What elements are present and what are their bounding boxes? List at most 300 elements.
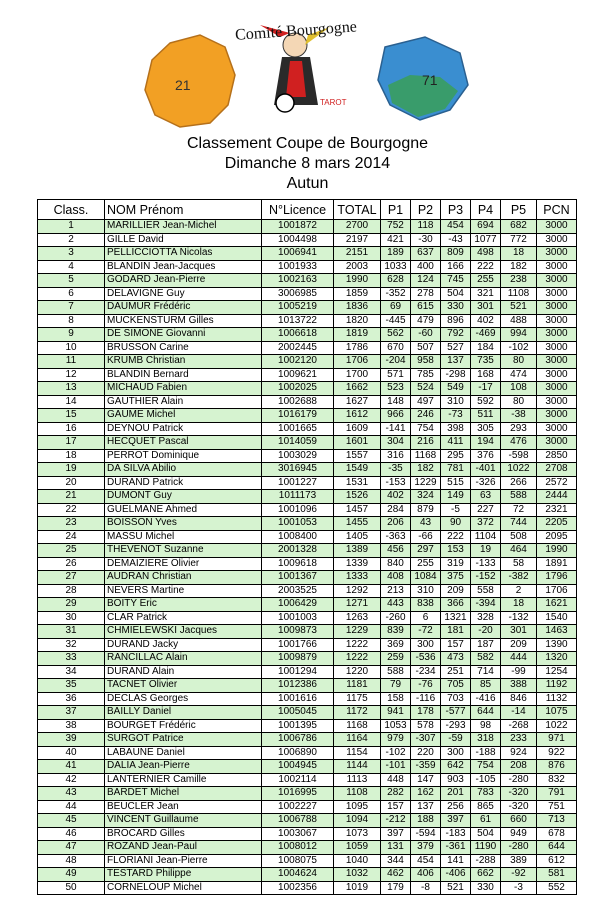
table-cell: 588 (501, 490, 537, 504)
table-cell: 662 (471, 868, 501, 882)
table-cell: 25 (38, 544, 105, 558)
table-cell: 792 (441, 328, 471, 342)
table-cell: 2151 (334, 247, 381, 261)
table-cell: 375 (441, 571, 471, 585)
table-cell: 305 (471, 422, 501, 436)
table-cell: 63 (471, 490, 501, 504)
table-row (38, 773, 577, 787)
table-row (38, 841, 577, 855)
table-cell: 1154 (334, 746, 381, 760)
table-cell: 1001294 (262, 665, 334, 679)
page-titles (0, 134, 615, 194)
table-row (38, 638, 577, 652)
table-cell: 157 (381, 800, 411, 814)
table-cell: 45 (38, 814, 105, 828)
table-cell: 20 (38, 476, 105, 490)
table-cell: 1292 (334, 584, 381, 598)
table-cell: 713 (537, 814, 577, 828)
table-cell: 644 (471, 706, 501, 720)
table-cell: -326 (471, 476, 501, 490)
table-cell: 642 (441, 760, 471, 774)
table-cell: 18 (501, 247, 537, 261)
table-cell: 1389 (334, 544, 381, 558)
table-cell: 284 (381, 503, 411, 517)
table-cell: 137 (411, 800, 441, 814)
table-cell: 1009618 (262, 557, 334, 571)
table-cell: 168 (471, 368, 501, 382)
table-cell: -92 (501, 868, 537, 882)
table-cell: 462 (381, 868, 411, 882)
table-cell: 3000 (537, 260, 577, 274)
table-cell: 310 (411, 584, 441, 598)
table-cell: 69 (381, 301, 411, 315)
table-cell: 922 (537, 746, 577, 760)
table-cell: 1008075 (262, 854, 334, 868)
table-cell: 39 (38, 733, 105, 747)
table-cell: -577 (441, 706, 471, 720)
table-cell: 1820 (334, 314, 381, 328)
table-cell: 79 (381, 679, 411, 693)
table-cell: 402 (381, 490, 411, 504)
table-cell: 206 (381, 517, 411, 531)
table-cell: 1022 (537, 719, 577, 733)
table-cell: 58 (501, 557, 537, 571)
table-cell: 588 (381, 665, 411, 679)
table-cell: 3000 (537, 301, 577, 315)
table-row (38, 233, 577, 247)
table-row (38, 287, 577, 301)
table-cell: 2321 (537, 503, 577, 517)
table-cell: -132 (501, 611, 537, 625)
table-cell: 318 (471, 733, 501, 747)
table-cell: MUCKENSTURM Gilles (105, 314, 262, 328)
table-cell: -394 (471, 598, 501, 612)
table-cell: 443 (381, 598, 411, 612)
table-row (38, 409, 577, 423)
table-cell: 255 (411, 557, 441, 571)
table-cell: 511 (471, 409, 501, 423)
table-cell: -598 (501, 449, 537, 463)
table-cell: 1390 (537, 638, 577, 652)
table-cell: DURAND Jacky (105, 638, 262, 652)
header-logo (0, 0, 615, 135)
table-cell: 330 (471, 881, 501, 895)
table-cell: 2700 (334, 220, 381, 234)
table-cell: -30 (411, 233, 441, 247)
table-cell: 1463 (537, 625, 577, 639)
table-row (38, 719, 577, 733)
table-cell: 612 (537, 854, 577, 868)
table-cell: -116 (411, 692, 441, 706)
table-row (38, 530, 577, 544)
table-cell: 521 (501, 301, 537, 315)
table-cell: 3000 (537, 395, 577, 409)
table-cell: 1113 (334, 773, 381, 787)
table-cell: 3000 (537, 409, 577, 423)
table-cell: DURAND Alain (105, 665, 262, 679)
table-cell: -268 (501, 719, 537, 733)
table-cell: BROCARD Gilles (105, 827, 262, 841)
comite-logo (140, 5, 470, 133)
table-cell: 2003525 (262, 584, 334, 598)
table-cell: -14 (501, 706, 537, 720)
table-cell: 2572 (537, 476, 577, 490)
table-row (38, 355, 577, 369)
ranking-table (37, 199, 577, 895)
table-cell: 670 (381, 341, 411, 355)
table-cell: 398 (441, 422, 471, 436)
table-cell: 1008400 (262, 530, 334, 544)
table-cell: 406 (411, 868, 441, 882)
table-cell: -260 (381, 611, 411, 625)
table-cell: 523 (381, 382, 411, 396)
table-cell: 464 (501, 544, 537, 558)
table-cell: 1003067 (262, 827, 334, 841)
table-cell: 582 (471, 652, 501, 666)
table-row (38, 611, 577, 625)
table-cell: 840 (381, 557, 411, 571)
table-cell: 521 (441, 881, 471, 895)
table-cell: 2 (501, 584, 537, 598)
table-cell: 3016945 (262, 463, 334, 477)
table-cell: 10 (38, 341, 105, 355)
table-cell: 137 (441, 355, 471, 369)
table-cell: 1002227 (262, 800, 334, 814)
table-cell: 832 (537, 773, 577, 787)
table-cell: 1222 (334, 638, 381, 652)
table-cell: -8 (411, 881, 441, 895)
table-cell: -445 (381, 314, 411, 328)
table-cell: 1009879 (262, 652, 334, 666)
table-cell: 924 (501, 746, 537, 760)
table-cell: 213 (381, 584, 411, 598)
table-cell: 1005219 (262, 301, 334, 315)
table-cell: 1108 (334, 787, 381, 801)
table-cell: 256 (441, 800, 471, 814)
table-row (38, 706, 577, 720)
table-cell: 35 (38, 679, 105, 693)
table-row (38, 341, 577, 355)
table-cell: 592 (471, 395, 501, 409)
table-cell: 508 (501, 530, 537, 544)
table-cell: -469 (471, 328, 501, 342)
table-cell: KRUMB Christian (105, 355, 262, 369)
table-cell: -320 (501, 787, 537, 801)
table-cell: 5 (38, 274, 105, 288)
table-cell: HECQUET Pascal (105, 436, 262, 450)
table-cell: 34 (38, 665, 105, 679)
table-cell: 36 (38, 692, 105, 706)
table-cell: 2001328 (262, 544, 334, 558)
table-cell: 1002025 (262, 382, 334, 396)
table-cell: DELAVIGNE Guy (105, 287, 262, 301)
table-cell: 1077 (471, 233, 501, 247)
table-cell: 966 (381, 409, 411, 423)
table-cell: -20 (471, 625, 501, 639)
table-cell: 1333 (334, 571, 381, 585)
table-cell: 310 (441, 395, 471, 409)
table-row (38, 625, 577, 639)
table-cell: 1321 (441, 611, 471, 625)
table-cell: 282 (381, 787, 411, 801)
table-cell: -234 (411, 665, 441, 679)
table-cell: 80 (501, 355, 537, 369)
table-cell: SURGOT Patrice (105, 733, 262, 747)
table-cell: 44 (38, 800, 105, 814)
table-row (38, 274, 577, 288)
table-cell: BEUCLER Jean (105, 800, 262, 814)
table-cell: 504 (471, 827, 501, 841)
table-header (38, 200, 577, 220)
table-cell: 1254 (537, 665, 577, 679)
table-cell: 1819 (334, 328, 381, 342)
table-cell: -293 (441, 719, 471, 733)
table-cell: 28 (38, 584, 105, 598)
table-cell: 1706 (537, 584, 577, 598)
table-row (38, 787, 577, 801)
table-cell: 6 (411, 611, 441, 625)
table-cell: 7 (38, 301, 105, 315)
table-cell: 216 (411, 436, 441, 450)
table-cell: DALIA Jean-Pierre (105, 760, 262, 774)
column-header: P4 (471, 200, 501, 220)
table-cell: 1405 (334, 530, 381, 544)
svg-text:TAROT: TAROT (320, 98, 347, 107)
table-cell: GODARD Jean-Pierre (105, 274, 262, 288)
table-cell: 37 (38, 706, 105, 720)
table-cell: 421 (381, 233, 411, 247)
table-row (38, 557, 577, 571)
table-cell: 3000 (537, 436, 577, 450)
table-cell: 1005045 (262, 706, 334, 720)
table-cell: 33 (38, 652, 105, 666)
table-cell: GAUME Michel (105, 409, 262, 423)
table-cell: BARDET Michel (105, 787, 262, 801)
table-cell: -105 (471, 773, 501, 787)
table-cell: -102 (381, 746, 411, 760)
table-cell: 1229 (411, 476, 441, 490)
table-cell: 397 (381, 827, 411, 841)
table-cell: 27 (38, 571, 105, 585)
table-cell: 222 (471, 260, 501, 274)
table-cell: 1002356 (262, 881, 334, 895)
table-cell: 1008012 (262, 841, 334, 855)
table-cell: 328 (471, 611, 501, 625)
table-cell: 48 (38, 854, 105, 868)
table-cell: BAILLY Daniel (105, 706, 262, 720)
table-cell: DUMONT Guy (105, 490, 262, 504)
table-cell: -352 (381, 287, 411, 301)
table-cell: 1455 (334, 517, 381, 531)
table-cell: -73 (441, 409, 471, 423)
table-cell: 2003 (334, 260, 381, 274)
table-cell: 108 (501, 382, 537, 396)
table-cell: 1001665 (262, 422, 334, 436)
table-cell: 497 (411, 395, 441, 409)
table-cell: 278 (411, 287, 441, 301)
table-cell: 149 (441, 490, 471, 504)
table-cell: 411 (441, 436, 471, 450)
table-cell: 694 (471, 220, 501, 234)
table-row (38, 679, 577, 693)
table-cell: 49 (38, 868, 105, 882)
table-cell: 1001395 (262, 719, 334, 733)
table-cell: 476 (501, 436, 537, 450)
table-cell: -76 (411, 679, 441, 693)
table-cell: NEVERS Martine (105, 584, 262, 598)
table-cell: 300 (411, 638, 441, 652)
table-cell: 454 (411, 854, 441, 868)
table-cell: 301 (501, 625, 537, 639)
table-row (38, 584, 577, 598)
table-cell: 1075 (537, 706, 577, 720)
table-cell: 41 (38, 760, 105, 774)
table-cell: 182 (501, 260, 537, 274)
table-cell: 189 (381, 247, 411, 261)
table-cell: 705 (441, 679, 471, 693)
table-cell: 304 (381, 436, 411, 450)
table-cell: 1004498 (262, 233, 334, 247)
table-cell: 90 (441, 517, 471, 531)
table-cell: 32 (38, 638, 105, 652)
table-cell: 941 (381, 706, 411, 720)
table-cell: 194 (471, 436, 501, 450)
table-cell: -280 (501, 841, 537, 855)
table-cell: 1457 (334, 503, 381, 517)
table-cell: 3000 (537, 422, 577, 436)
table-cell: -66 (411, 530, 441, 544)
table-cell: 1094 (334, 814, 381, 828)
table-cell: 1192 (537, 679, 577, 693)
table-cell: 1859 (334, 287, 381, 301)
table-cell: 15 (38, 409, 105, 423)
table-cell: 18 (501, 598, 537, 612)
table-cell: 660 (501, 814, 537, 828)
table-cell: 8 (38, 314, 105, 328)
table-cell: -38 (501, 409, 537, 423)
table-cell: -35 (381, 463, 411, 477)
table-cell: 319 (441, 557, 471, 571)
column-header: NOM Prénom (105, 200, 262, 220)
table-cell: 473 (441, 652, 471, 666)
table-cell: 162 (411, 787, 441, 801)
table-row (38, 665, 577, 679)
table-cell: 3000 (537, 328, 577, 342)
table-cell: 166 (441, 260, 471, 274)
table-cell: DECLAS Georges (105, 692, 262, 706)
table-cell: 246 (411, 409, 441, 423)
table-cell: -288 (471, 854, 501, 868)
table-cell: 408 (381, 571, 411, 585)
table-cell: 400 (411, 260, 441, 274)
table-cell: 379 (411, 841, 441, 855)
column-header: P5 (501, 200, 537, 220)
table-cell: 1011173 (262, 490, 334, 504)
table-cell: 3000 (537, 274, 577, 288)
table-cell: -99 (501, 665, 537, 679)
table-cell: 1339 (334, 557, 381, 571)
table-cell: 124 (411, 274, 441, 288)
table-cell: 366 (441, 598, 471, 612)
table-body (38, 220, 577, 895)
table-cell: 209 (441, 584, 471, 598)
table-cell: 1190 (471, 841, 501, 855)
table-cell: PELLICCIOTTA Nicolas (105, 247, 262, 261)
table-cell: 9 (38, 328, 105, 342)
table-cell: 26 (38, 557, 105, 571)
table-row (38, 422, 577, 436)
table-cell: GILLE David (105, 233, 262, 247)
table-cell: 61 (471, 814, 501, 828)
table-cell: 1621 (537, 598, 577, 612)
table-cell: 372 (471, 517, 501, 531)
table-cell: 1001367 (262, 571, 334, 585)
table-cell: GAUTHIER Alain (105, 395, 262, 409)
table-row (38, 746, 577, 760)
column-header: P2 (411, 200, 441, 220)
table-cell: 1001766 (262, 638, 334, 652)
table-row (38, 868, 577, 882)
table-cell: 344 (381, 854, 411, 868)
table-cell: 98 (471, 719, 501, 733)
table-row (38, 571, 577, 585)
column-header: N°Licence (262, 200, 334, 220)
table-cell: 2095 (537, 530, 577, 544)
table-cell: 147 (411, 773, 441, 787)
table-cell: -298 (441, 368, 471, 382)
table-cell: 6 (38, 287, 105, 301)
table-cell: 2205 (537, 517, 577, 531)
table-cell: -183 (441, 827, 471, 841)
table-cell: 1601 (334, 436, 381, 450)
table-cell: 1540 (537, 611, 577, 625)
table-cell: 16 (38, 422, 105, 436)
table-cell: 157 (441, 638, 471, 652)
table-cell: 994 (501, 328, 537, 342)
table-cell: 1084 (411, 571, 441, 585)
table-cell: 1001933 (262, 260, 334, 274)
table-cell: 745 (441, 274, 471, 288)
table-cell: 1001616 (262, 692, 334, 706)
table-cell: -416 (471, 692, 501, 706)
table-cell: BOURGET Frédéric (105, 719, 262, 733)
table-cell: BRUSSON Carine (105, 341, 262, 355)
table-cell: 388 (501, 679, 537, 693)
table-cell: 1181 (334, 679, 381, 693)
table-cell: CORNELOUP Michel (105, 881, 262, 895)
table-cell: 1006429 (262, 598, 334, 612)
table-cell: 1032 (334, 868, 381, 882)
table-cell: -102 (501, 341, 537, 355)
title-line-2: Dimanche 8 mars 2014 (224, 155, 391, 172)
table-cell: 838 (411, 598, 441, 612)
table-cell: 3006985 (262, 287, 334, 301)
table-cell: 2197 (334, 233, 381, 247)
table-cell: 3000 (537, 382, 577, 396)
table-cell: 42 (38, 773, 105, 787)
table-cell: 1786 (334, 341, 381, 355)
table-cell: 1001872 (262, 220, 334, 234)
table-cell: 571 (381, 368, 411, 382)
table-cell: 1172 (334, 706, 381, 720)
table-cell: 1002120 (262, 355, 334, 369)
table-cell: BOITY Eric (105, 598, 262, 612)
table-cell: 456 (381, 544, 411, 558)
table-row (38, 301, 577, 315)
table-cell: 2850 (537, 449, 577, 463)
table-cell: 297 (411, 544, 441, 558)
table-cell: 971 (537, 733, 577, 747)
